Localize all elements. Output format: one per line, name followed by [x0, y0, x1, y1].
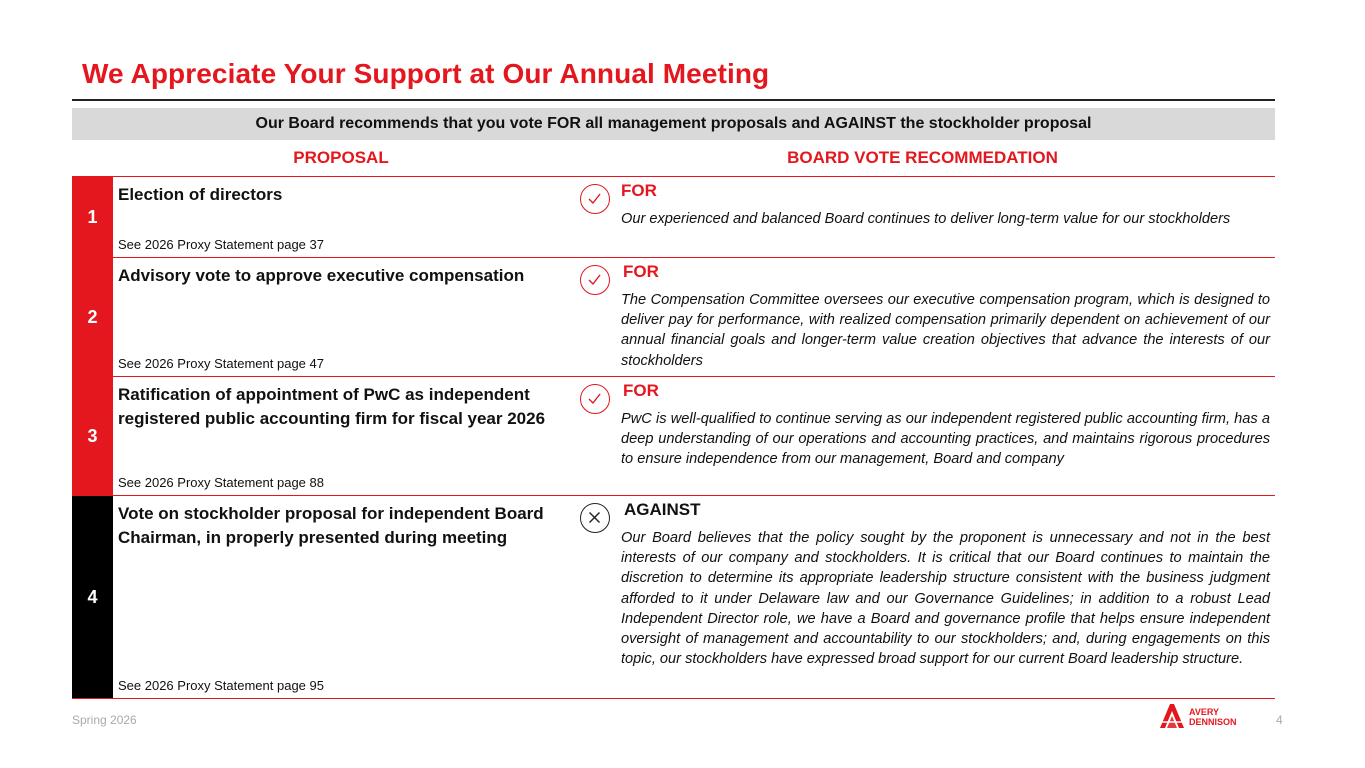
vote-rationale: Our experienced and balanced Board continues to deliver long-term value for our stockholders	[621, 211, 1231, 227]
recommendation-banner: Our Board recommends that you vote FOR all management proposals and AGAINST the stockholder proposal	[72, 108, 1275, 140]
proxy-reference: See 2026 Proxy Statement page 88	[118, 475, 324, 490]
proposal-number: 4	[72, 496, 113, 698]
footer-date: Spring 2026	[72, 713, 137, 727]
x-icon	[580, 503, 610, 533]
vote-recommendation: FOR	[623, 262, 659, 281]
proxy-reference: See 2026 Proxy Statement page 37	[118, 237, 324, 252]
logo-line-avery: AVERY	[1189, 707, 1220, 717]
proposal-row-3	[72, 376, 1275, 495]
proposal-title: Election of directors	[118, 185, 283, 204]
page-number: 4	[1276, 713, 1283, 727]
vote-recommendation: FOR	[621, 181, 657, 200]
proposal-row-1	[72, 176, 1275, 257]
proposal-title: Vote on stockholder proposal for independent Board Chairman, in properly presented during meeting	[118, 504, 544, 547]
vote-rationale: PwC is well-qualified to continue serving as our independent registered public accounting firm, has a deep understanding of our operations and accounting practices, and maintains rigorous procedures to ensure independence from our management, Board and company	[621, 411, 1270, 468]
avery-dennison-logo	[1159, 702, 1247, 732]
proposal-column-header: PROPOSAL	[293, 148, 389, 167]
proposal-row-2	[72, 257, 1275, 376]
vote-rationale: The Compensation Committee oversees our executive compensation program, which is designed to deliver pay for performance, with realized compensation primarily dependent on achievement of our annual financial goals and longer-term value creation objectives that advance the interests of our stockholders	[621, 292, 1270, 369]
logo-line-dennison: DENNISON	[1189, 717, 1237, 727]
proxy-reference: See 2026 Proxy Statement page 95	[118, 678, 324, 693]
recommendation-column-header: BOARD VOTE RECOMMEDATION	[787, 148, 1058, 167]
proposal-number: 2	[72, 258, 113, 376]
proposal-title: Ratification of appointment of PwC as independent registered public accounting firm for fiscal year 2026	[118, 385, 546, 428]
check-icon	[580, 184, 610, 214]
proxy-reference: See 2026 Proxy Statement page 47	[118, 356, 324, 371]
vote-recommendation: AGAINST	[624, 500, 701, 519]
proposal-title: Advisory vote to approve executive compensation	[118, 266, 525, 285]
proposal-number: 1	[72, 177, 113, 257]
check-icon	[580, 384, 610, 414]
check-icon	[580, 265, 610, 295]
vote-recommendation: FOR	[623, 381, 659, 400]
vote-rationale: Our Board believes that the policy sought by the proponent is unnecessary and not in the best interests of our company and stockholders. It is critical that our Board continues to maintain the discretion to determine its appropriate leadership structure consistent with the business judgment afforded to it under Delaware law and our Governance Guidelines; in addition to a robust Lead Independent Director role, we have a Board and governance profile that helps ensure independent oversight of management and accountability to our stockholders; and, during engagements on this topic, our stockholders have expressed broad support for our current Board leadership structure.	[621, 530, 1270, 668]
logo-mark-icon	[1159, 702, 1187, 730]
logo-wordmark	[1189, 707, 1237, 727]
proposal-number: 3	[72, 377, 113, 495]
title-divider	[72, 99, 1275, 101]
proposal-row-4	[72, 495, 1275, 699]
page-title: We Appreciate Your Support at Our Annual Meeting	[82, 58, 770, 89]
